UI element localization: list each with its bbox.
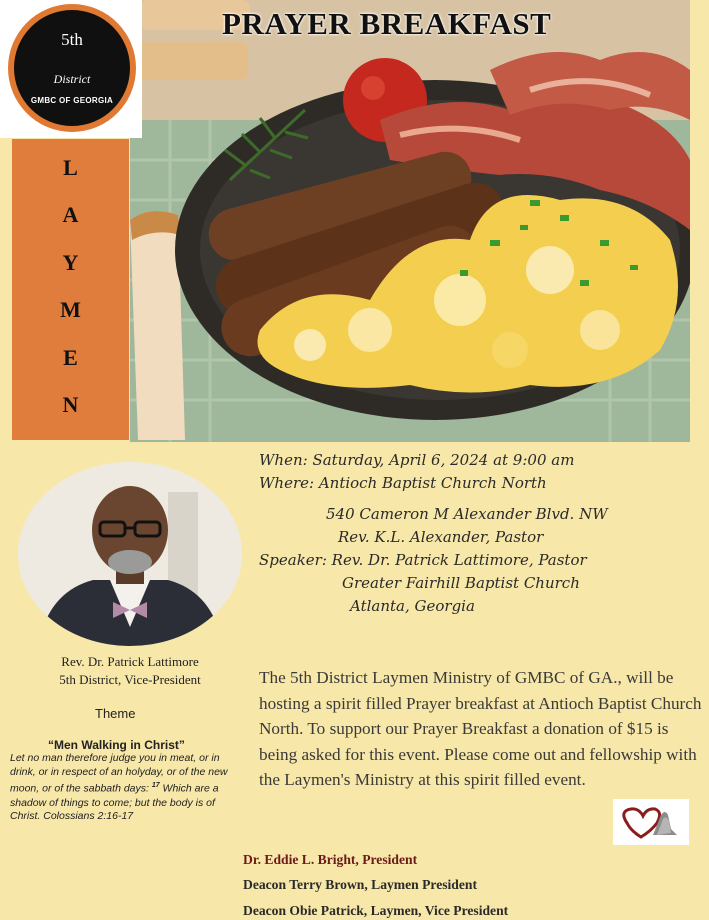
event-when: When: Saturday, April 6, 2024 at 9:00 am bbox=[259, 451, 575, 469]
scripture-text bbox=[10, 752, 240, 824]
signature-laymen-president: Deacon Terry Brown, Laymen President bbox=[243, 877, 477, 892]
banner-letter: A bbox=[62, 202, 79, 228]
banner-letter: L bbox=[63, 155, 78, 180]
banner-letter: M bbox=[60, 297, 81, 323]
speaker-role: 5th District, Vice-President bbox=[59, 672, 201, 687]
flyer-title: PRAYER BREAKFAST bbox=[222, 6, 552, 41]
theme-title: “Men Walking in Christ” bbox=[48, 738, 185, 752]
banner-letter: E bbox=[63, 344, 78, 370]
speaker-portrait bbox=[18, 462, 242, 646]
event-address: 540 Cameron M Alexander Blvd. NW bbox=[326, 505, 608, 523]
event-speaker: Speaker: Rev. Dr. Patrick Lattimore, Pastor bbox=[259, 551, 587, 569]
signature-president: Dr. Eddie L. Bright, President bbox=[243, 852, 418, 867]
banner-letter: Y bbox=[62, 249, 79, 275]
logo-org: GMBC OF GEORGIA bbox=[30, 96, 114, 105]
logo-district: District bbox=[53, 72, 91, 86]
speaker-church: Greater Fairhill Baptist Church bbox=[342, 574, 580, 592]
event-host: Rev. K.L. Alexander, Pastor bbox=[338, 528, 544, 546]
verse-number: 17 bbox=[151, 782, 160, 790]
event-description: The 5th District Laymen Ministry of GMBC of GA., will be hosting a spirit filled Prayer breakfast at Antioch Baptist Church North. To support our Prayer Breakfast a donation of $15 is being asked for this event. Please come out and fellowship with the Laymen's Ministry at this spirit filled event. bbox=[259, 668, 702, 790]
logo-number: 5th bbox=[61, 30, 83, 49]
scripture-part-a: Let no man therefore judge you in meat, or in drink, or in respect of an holyday, or of the new moon, or of the sabbath days: bbox=[10, 752, 228, 795]
theme-label: Theme bbox=[95, 706, 136, 721]
speaker-name: Rev. Dr. Patrick Lattimore bbox=[61, 654, 199, 669]
breakfast-photo bbox=[130, 0, 690, 442]
signature-laymen-vice-president: Deacon Obie Patrick, Laymen, Vice President bbox=[243, 903, 509, 918]
logo-ring bbox=[8, 4, 136, 132]
laymen-banner bbox=[12, 139, 129, 440]
banner-letter: N bbox=[62, 391, 79, 417]
speaker-city: Atlanta, Georgia bbox=[350, 597, 475, 615]
praying-hands-heart-icon bbox=[613, 799, 689, 845]
logo-badge bbox=[14, 10, 130, 126]
event-where: Where: Antioch Baptist Church North bbox=[259, 474, 547, 492]
district-logo bbox=[0, 0, 142, 138]
scripture-part-b: Which are a shadow of things to come; but the body is of Christ. Colossians 2:16-17 bbox=[10, 782, 219, 823]
